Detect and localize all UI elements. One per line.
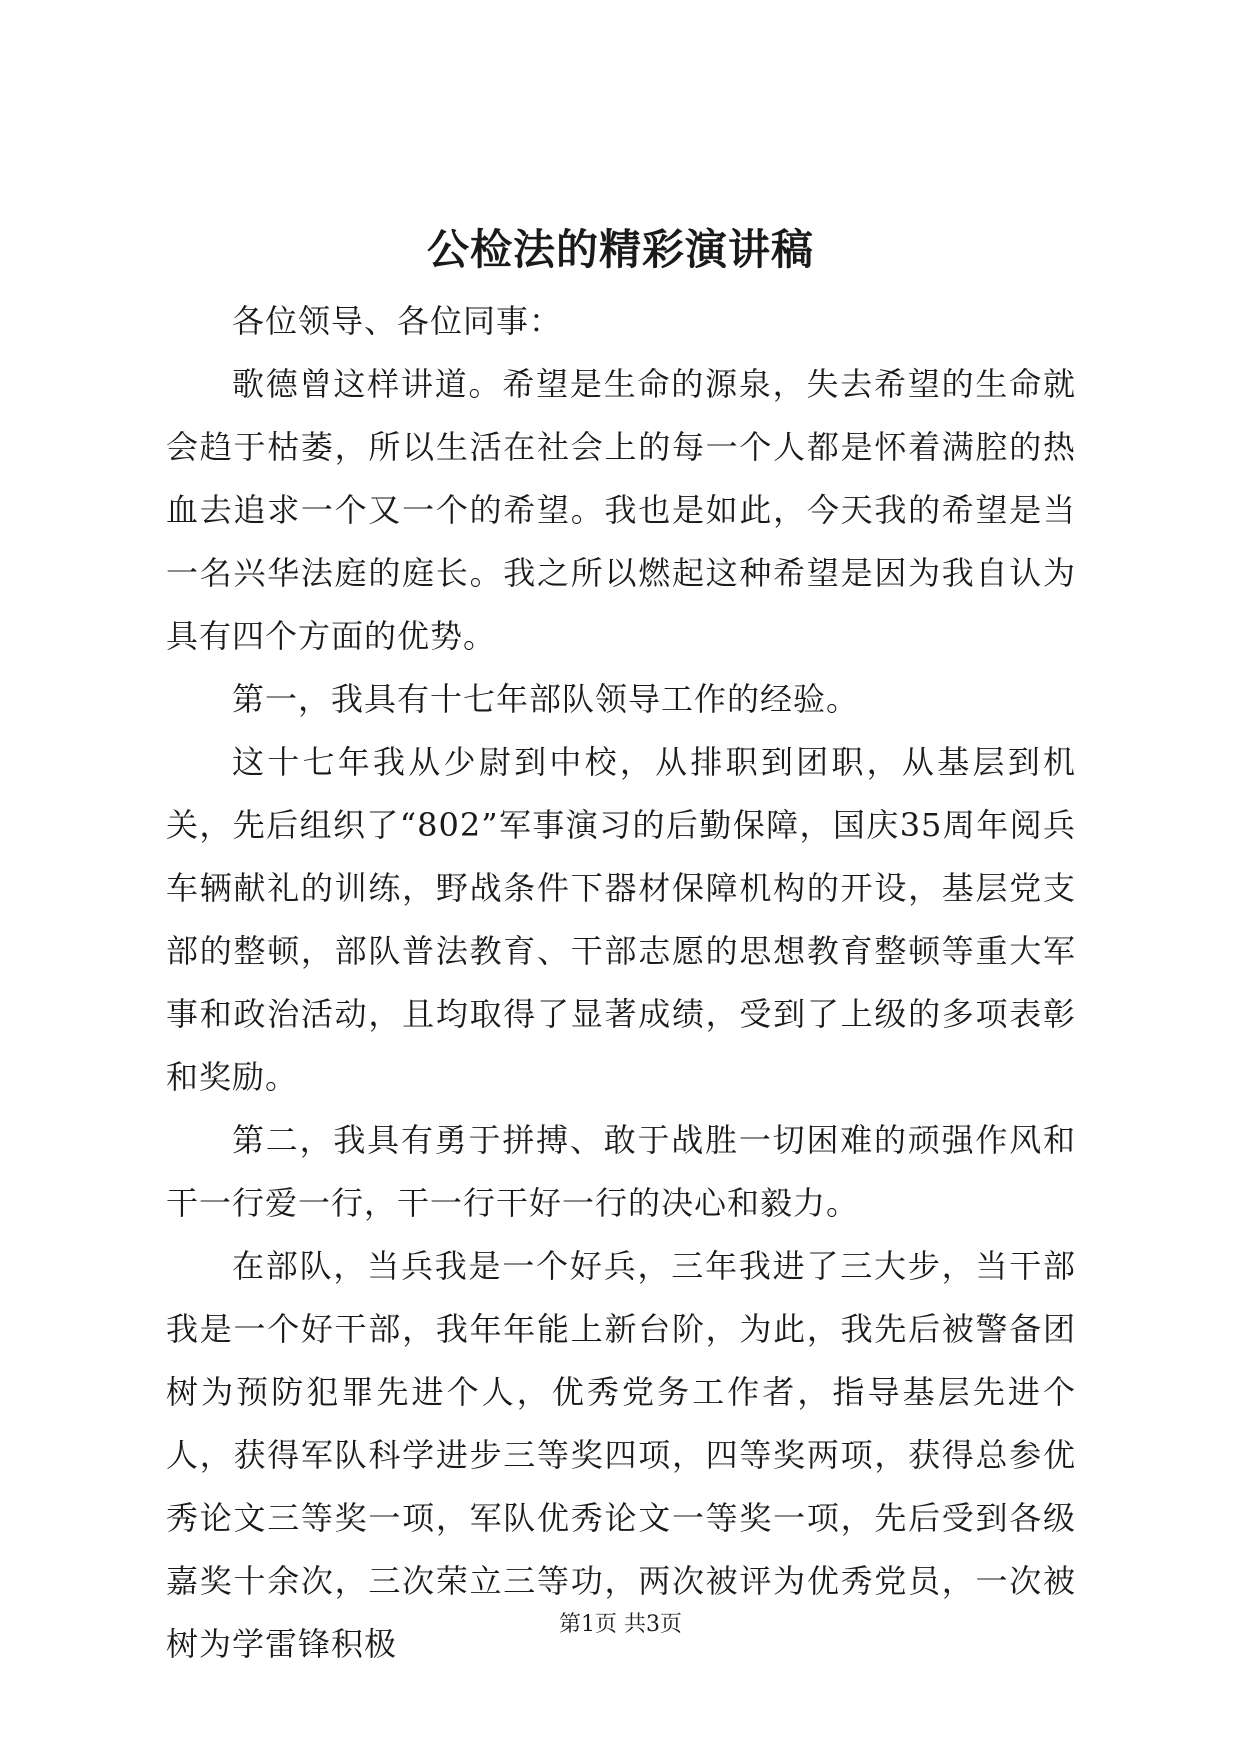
document-title: 公检法的精彩演讲稿 bbox=[426, 225, 814, 274]
body-paragraph: 第二，我具有勇于拼搏、敢于战胜一切困难的顽强作风和干一行爱一行，干一行干好一行的决心和毅力。 bbox=[166, 1121, 1076, 1222]
page-number-footer: 第1页 共3页 bbox=[559, 1612, 682, 1637]
body-paragraph: 在部队，当兵我是一个好兵，三年我进了三大步，当干部我是一个好干部，我年年能上新台阶，为此，我先后被警备团树为预防犯罪先进个人，优秀党务工作者，指导基层先进个人，获得军队科学进步三等奖四项，四等奖两项，获得总参优秀论文三等奖一项，军队优秀论文一等奖一项，先后受到各级嘉奖十余次，三次荣立三等功，两次被评为优秀党员，一次被树为学雷锋积极 bbox=[166, 1247, 1076, 1663]
body-paragraph: 第一，我具有十七年部队领导工作的经验。 bbox=[232, 680, 860, 718]
document-body bbox=[166, 290, 1076, 1676]
body-paragraph: 这十七年我从少尉到中校，从排职到团职，从基层到机关，先后组织了“802”军事演习的后勤保障，国庆35周年阅兵车辆献礼的训练，野战条件下器材保障机构的开设，基层党支部的整顿，部队普法教育、干部志愿的思想教育整顿等重大军事和政治活动，且均取得了显著成绩，受到了上级的多项表彰和奖励。 bbox=[166, 743, 1076, 1096]
greeting-paragraph: 各位领导、各位同事： bbox=[232, 302, 563, 340]
body-paragraph: 歌德曾这样讲道。希望是生命的源泉，失去希望的生命就会趋于枯萎，所以生活在社会上的每一个人都是怀着满腔的热血去追求一个又一个的希望。我也是如此，今天我的希望是当一名兴华法庭的庭长。我之所以燃起这种希望是因为我自认为具有四个方面的优势。 bbox=[166, 365, 1076, 655]
